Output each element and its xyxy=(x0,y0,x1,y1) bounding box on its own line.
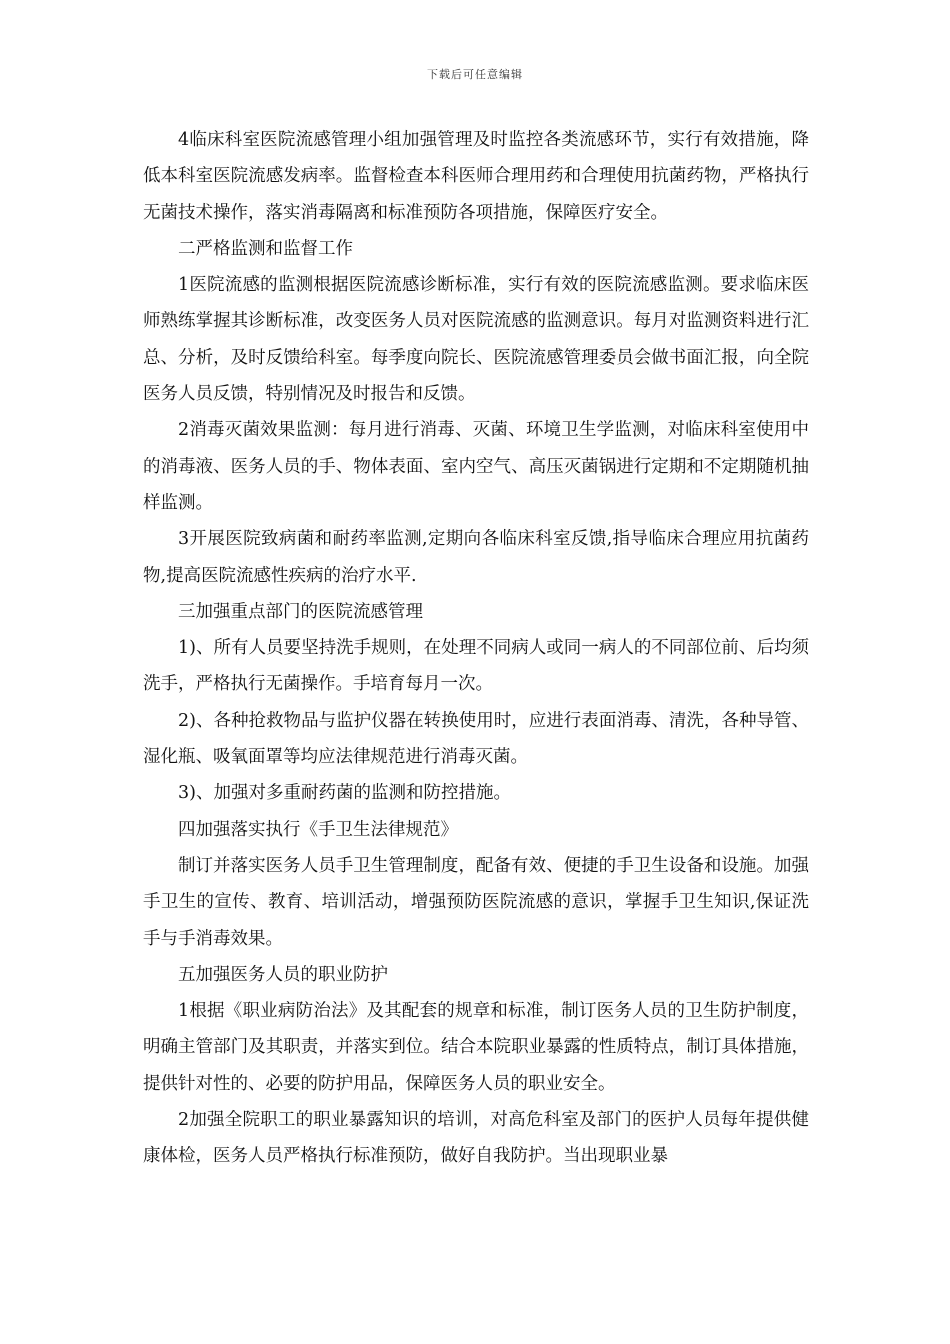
paragraph-clinical-dept-management: 4临床科室医院流感管理小组加强管理及时监控各类流感环节，实行有效措施，降低本科室医院流感发病率。监督检查本科医师合理用药和合理使用抗菌药物，严格执行无菌技术操作，落实消毒隔离和标准预防各项措施，保障医疗安全。 xyxy=(143,130,809,223)
section-heading-occupational-protection: 五加强医务人员的职业防护 xyxy=(178,964,388,985)
paragraph-occupational-training: 2加强全院职工的职业暴露知识的培训，对高危科室及部门的医护人员每年提供健康体检，医务人员严格执行标准预防，做好自我防护。当出现职业暴 xyxy=(143,1110,809,1167)
paragraph-multidrug-resistance: 3)、加强对多重耐药菌的监测和防控措施。 xyxy=(178,783,511,804)
paragraph-disinfection-monitoring: 2消毒灭菌效果监测：每月进行消毒、灭菌、环境卫生学监测，对临床科室使用中的消毒液、医务人员的手、物体表面、室内空气、高压灭菌锅进行定期和不定期随机抽样监测。 xyxy=(143,420,809,513)
page-header: 下载后可任意编辑 xyxy=(427,68,523,81)
paragraph-infection-monitoring: 1医院流感的监测根据医院流感诊断标准，实行有效的医院流感监测。要求临床医师熟练掌握其诊断标准，改变医务人员对医院流感的监测意识。每月对监测资料进行汇总、分析，及时反馈给科室。每季度向院长、医院流感管理委员会做书面汇报，向全院医务人员反馈，特别情况及时报告和反馈。 xyxy=(143,275,809,405)
document-body xyxy=(143,122,809,1175)
paragraph-occupational-law: 1根据《职业病防治法》及其配套的规章和标准，制订医务人员的卫生防护制度，明确主管部门及其职责，并落实到位。结合本院职业暴露的性质特点，制订具体措施，提供针对性的、必要的防护用品，保障医务人员的职业安全。 xyxy=(143,1001,809,1094)
section-heading-key-departments: 三加强重点部门的医院流感管理 xyxy=(178,601,423,622)
section-heading-hand-hygiene: 四加强落实执行《手卫生法律规范》 xyxy=(178,819,458,840)
section-heading-monitoring: 二严格监测和监督工作 xyxy=(178,238,353,259)
paragraph-equipment-disinfection: 2)、各种抢救物品与监护仪器在转换使用时，应进行表面消毒、清洗，各种导管、湿化瓶、吸氧面罩等均应法律规范进行消毒灭菌。 xyxy=(143,710,809,768)
paragraph-hand-washing-rule: 1)、所有人员要坚持洗手规则，在处理不同病人或同一病人的不同部位前、后均须洗手，严格执行无菌操作。手培育每月一次。 xyxy=(143,638,809,695)
paragraph-pathogen-monitoring: 3开展医院致病菌和耐药率监测,定期向各临床科室反馈,指导临床合理应用抗菌药物,提高医院流感性疾病的治疗水平. xyxy=(143,529,809,586)
paragraph-hand-hygiene-system: 制订并落实医务人员手卫生管理制度，配备有效、便捷的手卫生设备和设施。加强手卫生的宣传、教育、培训活动，增强预防医院流感的意识，掌握手卫生知识,保证洗手与手消毒效果。 xyxy=(143,855,809,949)
